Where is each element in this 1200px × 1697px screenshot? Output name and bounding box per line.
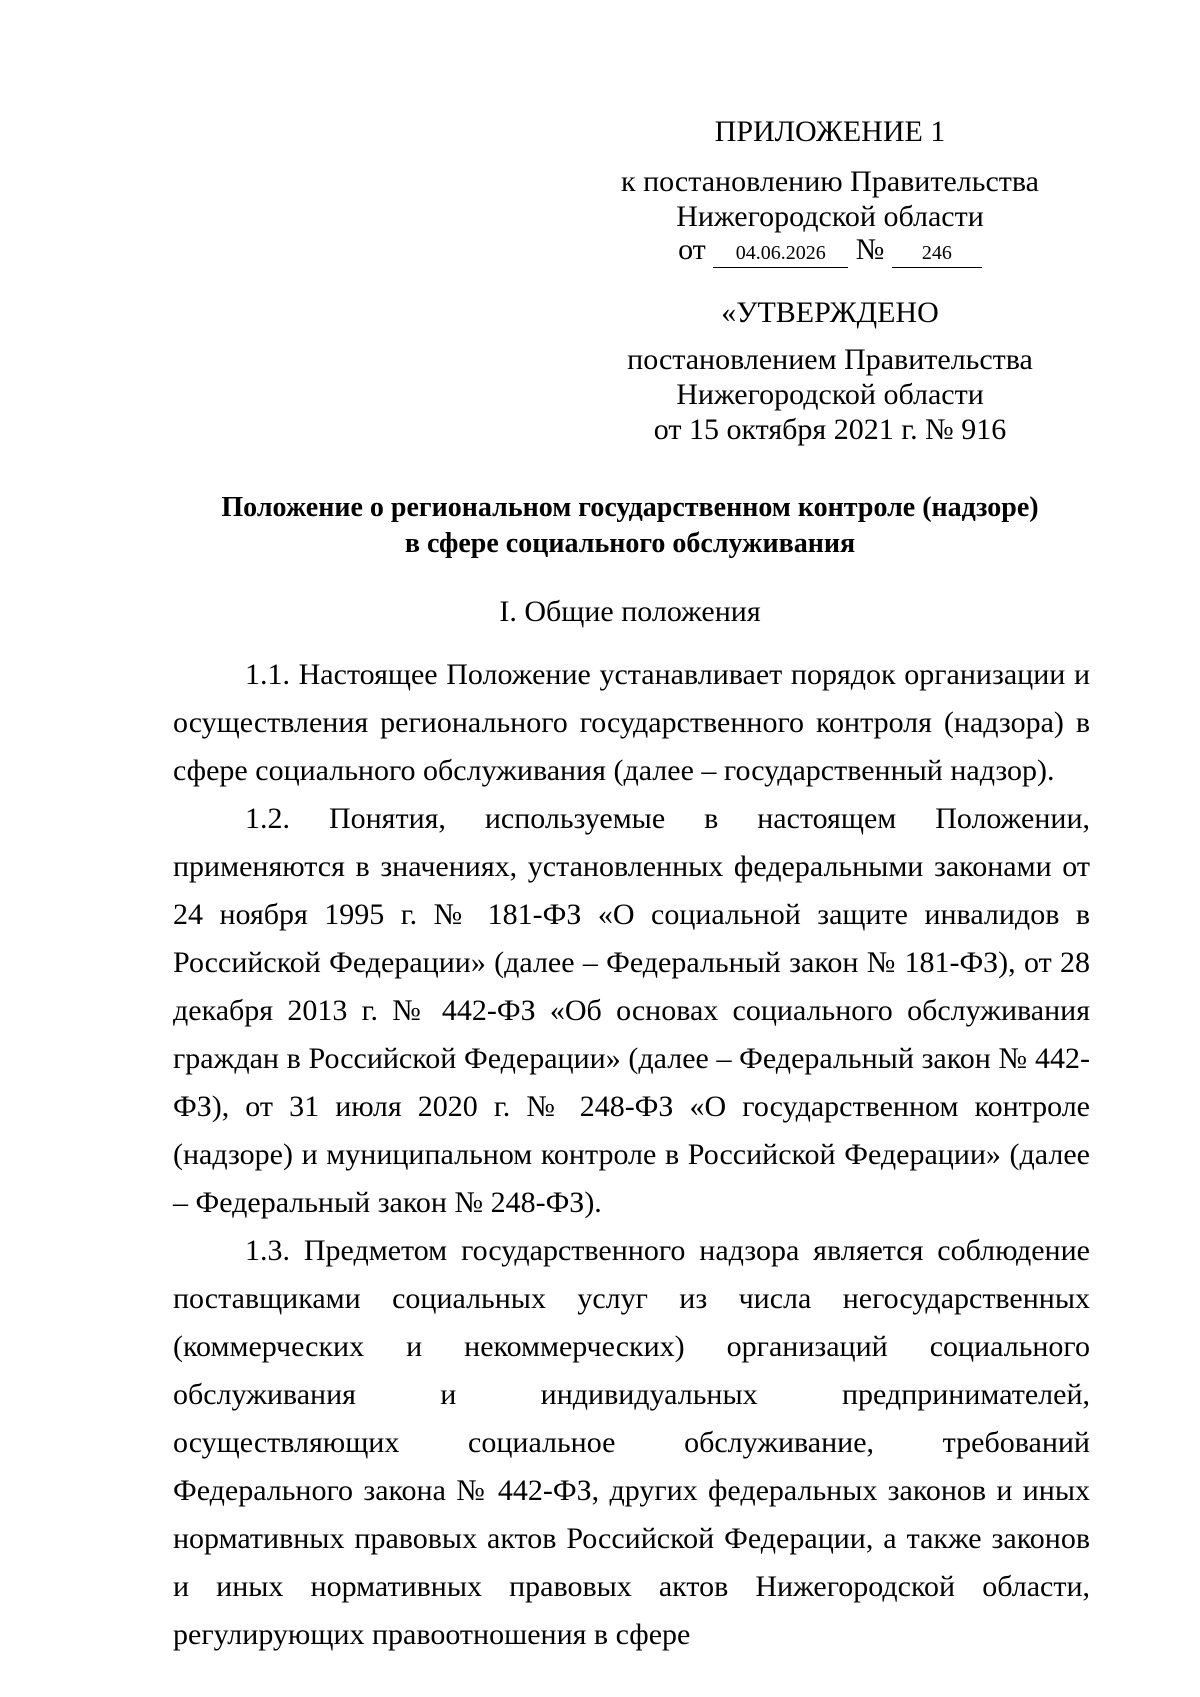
appendix-date-number-line bbox=[600, 230, 1060, 270]
section-title: I. Общие положения bbox=[499, 595, 761, 628]
document-title-line-1: Положение о региональном государственном контроле (надзоре) bbox=[221, 492, 1039, 523]
document-title-line-2: в сфере социального обслуживания bbox=[404, 528, 856, 559]
document-body bbox=[173, 651, 1090, 1659]
number-prefix: № bbox=[855, 233, 885, 266]
appendix-region-line: Нижегородской области bbox=[676, 200, 984, 233]
appendix-title: ПРИЛОЖЕНИЕ 1 bbox=[714, 115, 946, 148]
paragraph-1-3: 1.3. Предметом государственного надзора является соблюдение поставщиками социальных услуг из числа негосударственных (коммерческих и некоммерческих) организаций социального обслуживания и индивидуальных предпринимателей, осуществляющих социальное обслуживание, требований Федерального закона № 442-ФЗ, других федеральных законов и иных нормативных правовых актов Российской Федерации, а также законов и иных нормативных правовых актов Нижегородской области, регулирующих правоотношения в сфере bbox=[173, 1234, 1090, 1651]
appendix-resolution-line: к постановлению Правительства bbox=[621, 165, 1039, 198]
approved-resolution-line: постановлением Правительства bbox=[627, 343, 1033, 376]
approved-date-line: от 15 октября 2021 г. № 916 bbox=[653, 413, 1007, 446]
paragraph-1-2: 1.2. Понятия, используемые в настоящем Положении, применяются в значениях, установленных федеральными законами от 24 ноября 1995 г. № 181-ФЗ «О социальной защите инвалидов в Российской Федерации» (далее – Федеральный закон № 181-ФЗ), от 28 декабря 2013 г. № 442-ФЗ «Об основах социального обслуживания граждан в Российской Федерации» (далее – Федеральный закон № 442-ФЗ), от 31 июля 2020 г. № 248-ФЗ «О государственном контроле (надзоре) и муниципальном контроле в Российской Федерации» (далее – Федеральный закон № 248-ФЗ). bbox=[173, 802, 1090, 1219]
paragraph-1-1: 1.1. Настоящее Положение устанавливает порядок организации и осуществления регионального государственного контроля (надзора) в сфере социального обслуживания (далее – государственный надзор). bbox=[173, 658, 1090, 787]
approved-title: «УТВЕРЖДЕНО bbox=[721, 296, 939, 329]
approved-region-line: Нижегородской области bbox=[676, 378, 984, 411]
number-field: 246 bbox=[892, 239, 982, 268]
date-field: 04.06.2026 bbox=[713, 239, 848, 268]
date-prefix: от bbox=[678, 233, 706, 266]
